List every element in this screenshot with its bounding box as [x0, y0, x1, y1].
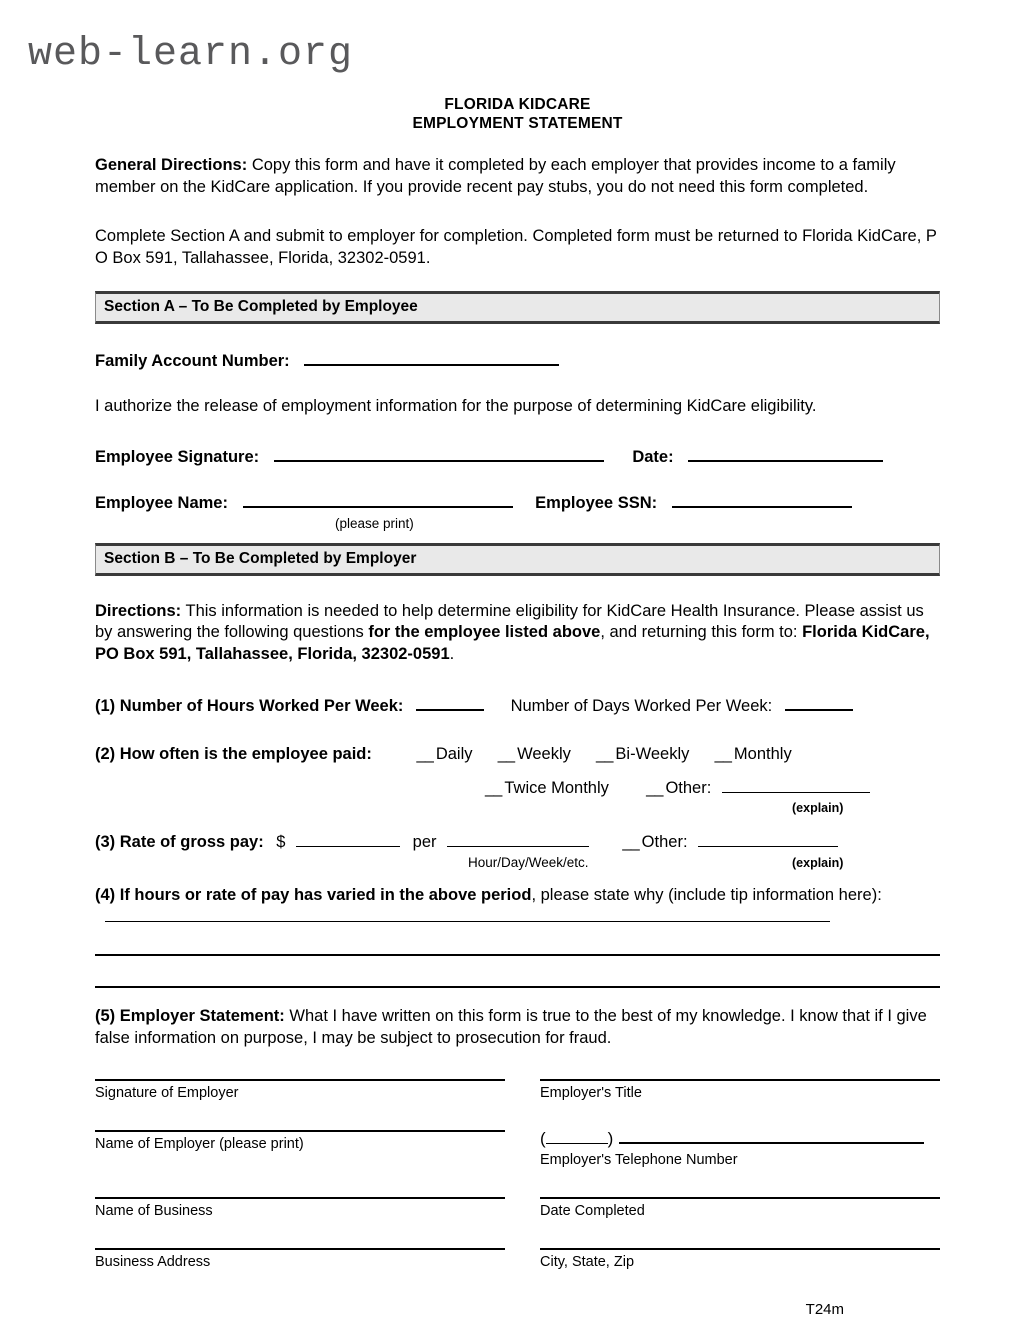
varied-pay-input-line-1[interactable]: [105, 921, 830, 922]
please-print-note: (please print): [335, 515, 414, 531]
days-per-week-input[interactable]: [785, 709, 853, 711]
family-account-number-row: [95, 350, 940, 372]
employee-signature-row: [95, 446, 940, 468]
directions-text-end: .: [449, 644, 455, 663]
employee-signature-input[interactable]: [274, 460, 604, 462]
varied-pay-input-line-3[interactable]: [95, 986, 940, 988]
city-state-zip-cell: [540, 1248, 940, 1299]
gross-pay-amount-input[interactable]: [296, 846, 400, 847]
family-account-number-label: Family Account Number:: [95, 352, 290, 370]
date-completed-cell: [540, 1197, 940, 1248]
directions-text-part2: , and returning this form to:: [600, 623, 803, 641]
employer-statement-text: What I have written on this form is true to the best of my knowledge. I know that if I give false information on purpose, I may be subject to prosecution for fraud.: [95, 1007, 927, 1047]
telephone-area-code-input[interactable]: [546, 1143, 608, 1144]
signature-block: [95, 1079, 940, 1299]
checkbox-daily[interactable]: __: [416, 745, 433, 763]
question-3-row: [95, 831, 940, 853]
question-1-row: [95, 695, 940, 717]
directions-bold-address: Florida KidCare, PO Box 591, Tallahassee, Florida, 32302-0591: [95, 623, 930, 663]
option-label-twice-monthly: Twice Monthly: [504, 779, 609, 797]
section-b-header: Section B – To Be Completed by Employer: [95, 543, 940, 576]
site-watermark: web-learn.org: [28, 32, 354, 77]
date-completed-label: Date Completed: [540, 1203, 645, 1219]
per-label: per: [412, 833, 437, 851]
employee-signature-label: Employee Signature:: [95, 447, 260, 466]
other-rate-label: Other:: [641, 833, 688, 851]
date-label: Date:: [632, 447, 674, 466]
checkbox-monthly[interactable]: __: [714, 745, 731, 763]
signature-of-employer-cell: [95, 1079, 505, 1130]
question-3-notes: [95, 853, 940, 869]
employer-directions-paragraph: [95, 601, 940, 666]
document-page: [95, 95, 940, 1318]
pay-frequency-label: (2) How often is the employee paid:: [95, 745, 372, 763]
name-of-employer-label: Name of Employer (please print): [95, 1136, 304, 1152]
question-2-row-2: [95, 777, 940, 799]
question-2-row: [95, 743, 940, 765]
checkbox-other-frequency[interactable]: __: [646, 779, 663, 797]
city-state-zip-label: City, State, Zip: [540, 1254, 635, 1270]
business-address-label: Business Address: [95, 1254, 211, 1270]
employee-name-input[interactable]: [243, 506, 513, 508]
page-title: [95, 95, 940, 133]
directions-bold-employee: for the employee listed above: [368, 623, 601, 641]
section-a-header: Section A – To Be Completed by Employee: [95, 291, 940, 324]
varied-pay-input-line-2[interactable]: [95, 954, 940, 956]
explain-note-q2: (explain): [792, 801, 844, 815]
employers-title-label: Employer's Title: [540, 1085, 642, 1101]
employee-name-label: Employee Name:: [95, 493, 228, 512]
employers-telephone-cell: [540, 1130, 940, 1197]
hours-per-week-label: (1) Number of Hours Worked Per Week:: [95, 697, 404, 715]
pay-period-input[interactable]: [447, 846, 589, 847]
general-directions-label: General Directions:: [95, 156, 248, 174]
option-label-weekly: Weekly: [517, 745, 571, 763]
other-frequency-input[interactable]: [722, 792, 870, 793]
employers-title-cell: [540, 1079, 940, 1130]
submit-instructions-paragraph: Complete Section A and submit to employer for completion. Completed form must be returned to Florida KidCare, P O Box 591, Tallahassee, Florida, 32302-0591.: [95, 227, 937, 267]
name-of-business-cell: [95, 1197, 505, 1248]
employee-name-row: [95, 492, 940, 514]
family-account-number-input[interactable]: [304, 364, 559, 366]
paren-close: ): [607, 1129, 614, 1148]
telephone-number-input[interactable]: [619, 1142, 924, 1144]
checkbox-bi-weekly[interactable]: __: [596, 745, 613, 763]
question-5-paragraph: [95, 1006, 940, 1049]
authorization-text: I authorize the release of employment information for the purpose of determining KidCare eligibility.: [95, 397, 817, 415]
varied-pay-bold-label: (4) If hours or rate of pay has varied in the above period: [95, 886, 532, 904]
checkbox-other-rate[interactable]: __: [622, 833, 639, 851]
sig-gap-4: [505, 1248, 540, 1299]
telephone-area-code-group: [540, 1130, 940, 1148]
general-directions-text: Copy this form and have it completed by each employer that provides income to a family member on the KidCare application. If you provide recent pay stubs, you do not need this form completed.: [95, 156, 896, 196]
option-label-monthly: Monthly: [733, 745, 792, 763]
name-of-business-label: Name of Business: [95, 1203, 213, 1219]
explain-note-q3: (explain): [792, 856, 844, 870]
checkbox-twice-monthly[interactable]: __: [485, 779, 502, 797]
varied-pay-rest-text: , please state why (include tip information here):: [531, 886, 882, 904]
option-label-bi-weekly: Bi-Weekly: [615, 745, 690, 763]
employee-ssn-label: Employee SSN:: [535, 493, 658, 512]
other-rate-input[interactable]: [698, 846, 838, 847]
employee-ssn-input[interactable]: [672, 506, 852, 508]
checkbox-weekly[interactable]: __: [497, 745, 515, 763]
paren-open: (: [540, 1129, 546, 1148]
sig-gap-3: [505, 1197, 540, 1248]
title-line-2: EMPLOYMENT STATEMENT: [412, 115, 623, 132]
employers-telephone-label: Employer's Telephone Number: [540, 1152, 738, 1168]
hours-per-week-input[interactable]: [416, 709, 484, 711]
date-input[interactable]: [688, 460, 883, 462]
business-address-cell: [95, 1248, 505, 1299]
form-code: T24m: [805, 1301, 844, 1318]
directions-label: Directions:: [95, 601, 182, 620]
dollar-sign: $: [276, 833, 286, 851]
name-of-employer-cell: [95, 1130, 505, 1197]
directions-text-part1: This information is needed to help determine eligibility for KidCare Health Insurance. Please assist us by answering the following questions: [95, 601, 924, 641]
days-per-week-label: Number of Days Worked Per Week:: [510, 697, 773, 715]
question-4-paragraph: [95, 885, 940, 928]
title-line-1: FLORIDA KIDCARE: [444, 96, 591, 113]
sig-gap-1: [505, 1079, 540, 1130]
employer-statement-label: (5) Employer Statement:: [95, 1007, 285, 1025]
signature-of-employer-label: Signature of Employer: [95, 1085, 239, 1101]
option-label-other-frequency: Other:: [665, 779, 712, 797]
option-label-daily: Daily: [435, 745, 473, 763]
rate-of-gross-pay-label: (3) Rate of gross pay:: [95, 833, 264, 851]
hour-day-week-note: Hour/Day/Week/etc.: [468, 855, 589, 870]
sig-gap-2: [505, 1130, 540, 1197]
general-directions-paragraph: [95, 155, 940, 198]
